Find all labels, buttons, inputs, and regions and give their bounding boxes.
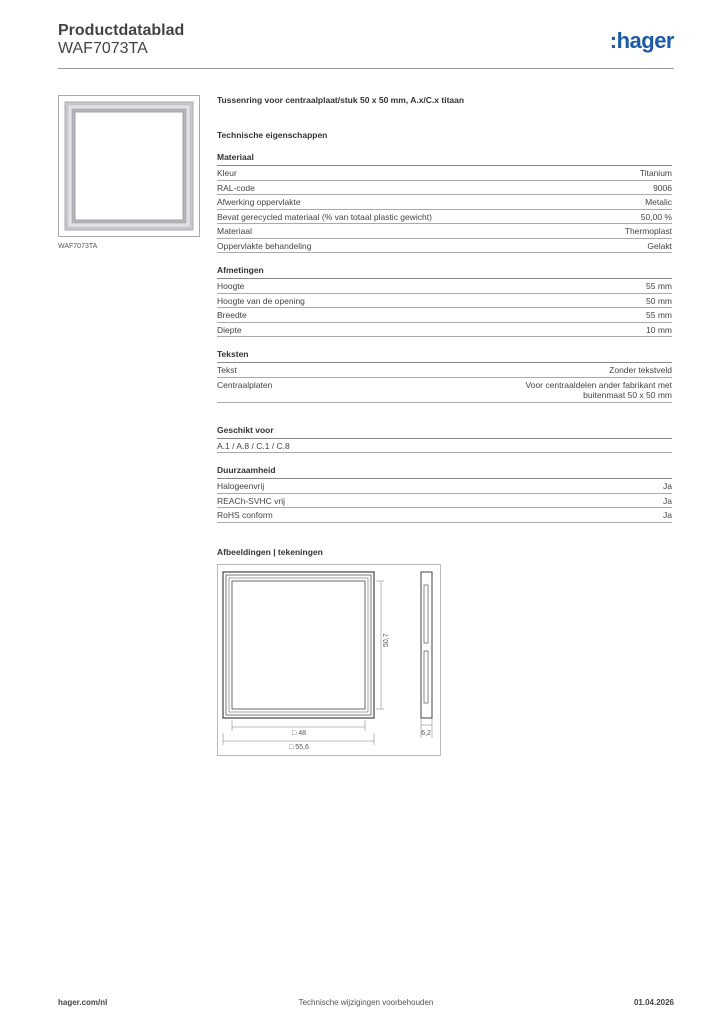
product-code: WAF7073TA [58, 40, 148, 57]
section-title: Teksten [217, 349, 672, 363]
table-row [217, 224, 672, 239]
dimension-drawing [218, 565, 440, 755]
technical-drawing [217, 564, 441, 756]
row-value: 10 mm [646, 324, 672, 335]
row-value: 55 mm [646, 310, 672, 320]
section-title: Afmetingen [217, 265, 672, 279]
table-row [217, 294, 672, 309]
row-label: Diepte [217, 324, 242, 335]
footer-website[interactable]: hager.com/nl [58, 998, 108, 1007]
table-row [217, 479, 672, 494]
row-label: REACh-SVHC vrij [217, 495, 286, 506]
row-value: Titanium [639, 168, 672, 178]
row-label: Centraalplaten [217, 379, 273, 390]
section-title: Geschikt voor [217, 425, 672, 439]
table-row [217, 210, 672, 225]
row-label: Oppervlakte behandeling [217, 240, 312, 251]
row-value: 50,00 % [640, 211, 672, 222]
table-row [217, 363, 672, 378]
row-value: 50 mm [646, 295, 672, 306]
row-value: Ja [663, 510, 672, 520]
row-label: Materiaal [217, 226, 252, 236]
row-label: Tekst [217, 365, 237, 375]
product-description: Tussenring voor centraalplaat/stuk 50 x 50 mm, A.x/C.x titaan [217, 95, 465, 105]
row-value: Voor centraaldelen ander fabrikant met buitenmaat 50 x 50 mm [525, 379, 672, 400]
product-frame-icon [59, 96, 199, 236]
image-caption: WAF7073TA [58, 243, 98, 250]
header-divider [58, 68, 674, 69]
page-header [58, 22, 674, 68]
table-row [217, 439, 672, 454]
dim-outer-label: □ 55,6 [289, 744, 309, 751]
tech-properties-title: Technische eigenschappen [217, 130, 328, 140]
section-materiaal [217, 152, 672, 253]
row-label: Hoogte [217, 281, 245, 291]
table-row [217, 166, 672, 181]
section-duurzaamheid [217, 465, 672, 523]
row-value: Gelakt [647, 240, 672, 251]
table-row [217, 308, 672, 323]
dim-depth-label: 6,2 [421, 730, 431, 737]
row-value: 9006 [653, 182, 672, 193]
footer-date: 01.04.2026 [633, 998, 674, 1007]
row-label: Breedte [217, 310, 247, 320]
table-row [217, 494, 672, 509]
row-value: Zonder tekstveld [609, 365, 672, 375]
section-afmetingen [217, 265, 672, 337]
row-value: Thermoplast [624, 226, 672, 236]
row-label: RoHS conform [217, 510, 273, 520]
product-image [58, 95, 200, 237]
row-label: Halogeenvrij [217, 481, 265, 491]
row-value: Ja [663, 495, 672, 506]
table-row [217, 279, 672, 294]
section-teksten [217, 349, 672, 403]
row-label: Bevat gerecycled materiaal (% van totaal plastic gewicht) [217, 211, 432, 222]
hager-logo: :hager [609, 28, 674, 53]
row-label: Kleur [217, 168, 237, 178]
section-title: Duurzaamheid [217, 465, 672, 479]
footer-disclaimer: Technische wijzigingen voorbehouden [298, 998, 434, 1007]
row-label: Hoogte van de opening [217, 295, 305, 306]
row-value: Ja [663, 481, 672, 491]
section-title: Materiaal [217, 152, 672, 166]
row-label: RAL-code [217, 182, 255, 193]
row-label: Afwerking oppervlakte [217, 197, 301, 207]
table-row [217, 378, 672, 403]
row-value: 55 mm [646, 281, 672, 291]
row-label: A.1 / A.8 / C.1 / C.8 [217, 440, 290, 451]
dim-inner-label: □ 48 [292, 730, 306, 737]
table-row [217, 239, 672, 254]
table-row [217, 323, 672, 338]
table-row [217, 508, 672, 523]
document-title: Productdatablad [58, 22, 185, 39]
drawings-title: Afbeeldingen | tekeningen [217, 547, 323, 557]
table-row [217, 195, 672, 210]
dim-height-label: 50,7 [383, 633, 390, 647]
section-geschikt [217, 425, 672, 454]
row-value: Metalic [645, 197, 672, 207]
product-details [217, 95, 672, 523]
table-row [217, 181, 672, 196]
